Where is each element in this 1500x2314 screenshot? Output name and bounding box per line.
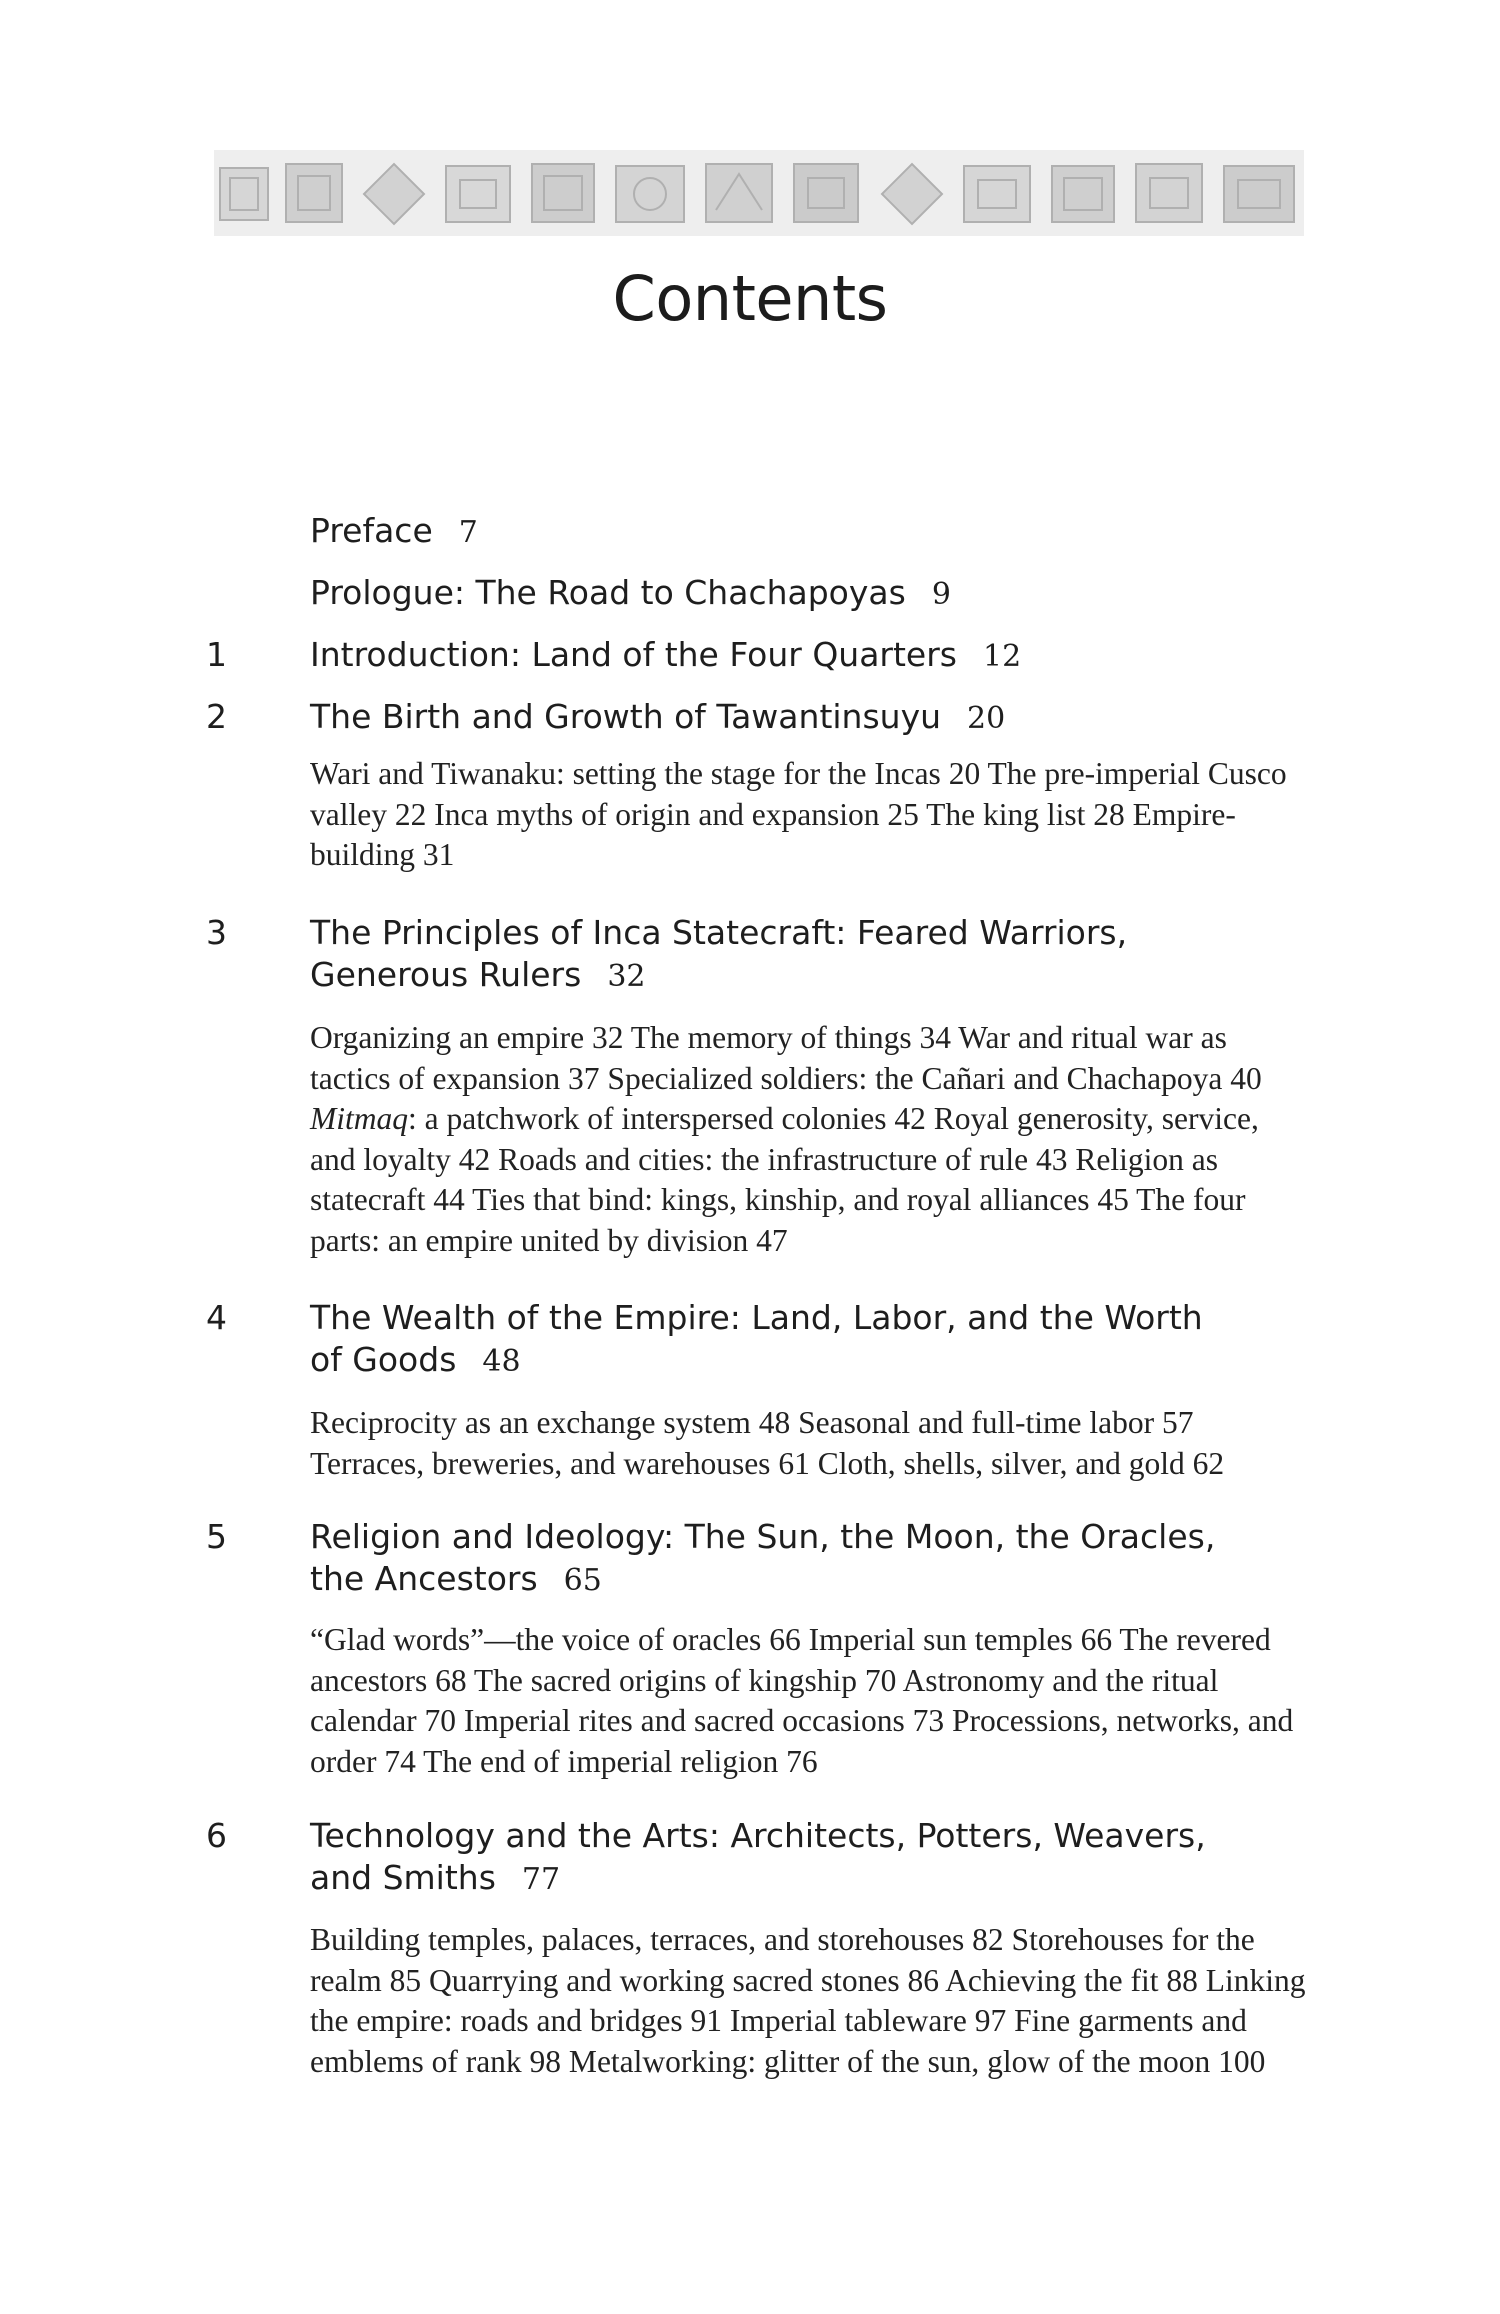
entry-page: 7	[458, 515, 478, 550]
chapter-number: 4	[206, 1298, 227, 1337]
entry-page: 65	[563, 1563, 602, 1598]
toc-entry-chapter-4	[310, 1297, 1310, 1383]
toc-entry-chapter-6	[310, 1815, 1310, 1901]
chapter-5-subtopics: “Glad words”—the voice of oracles 66 Imperial sun temples 66 The revered ancestors 68 The sacred origins of kingship 70 Astronomy and the ritual calendar 70 Imperial rites and sacred occasions 73 Processions, networks, and order 74 The end of imperial religion 76	[310, 1622, 1294, 1779]
subtopics-italic-term: Mitmaq	[310, 1101, 408, 1136]
entry-page: 9	[931, 577, 951, 612]
entry-title: The Birth and Growth of Tawantinsuyu	[310, 697, 942, 736]
toc-entry-chapter-1	[310, 634, 1310, 678]
entry-title: Prologue: The Road to Chachapoyas	[310, 573, 906, 612]
chapter-number: 3	[206, 913, 227, 952]
toc-entry-chapter-2	[310, 696, 1310, 740]
entry-title-line-1: The Principles of Inca Statecraft: Feared Warriors,	[310, 913, 1128, 952]
chapter-number: 5	[206, 1517, 227, 1556]
entry-title: Preface	[310, 511, 433, 550]
toc-entry-chapter-5	[310, 1516, 1310, 1602]
entry-page: 20	[967, 701, 1006, 736]
chapter-2-subtopics: Wari and Tiwanaku: setting the stage for the Incas 20 The pre-imperial Cusco valley 22 Inca myths of origin and expansion 25 The king list 28 Empire-building 31	[310, 756, 1287, 872]
entry-page: 77	[521, 1862, 561, 1897]
page-title: Contents	[612, 262, 888, 335]
entry-page: 32	[607, 959, 646, 994]
toc-entry-chapter-3	[310, 912, 1310, 998]
entry-page: 12	[983, 639, 1022, 674]
entry-title-line-2: the Ancestors	[310, 1559, 538, 1598]
entry-title-line-2: and Smiths	[310, 1858, 496, 1897]
chapter-number: 1	[206, 635, 227, 674]
entry-title-line-1: The Wealth of the Empire: Land, Labor, and the Worth	[310, 1298, 1203, 1337]
subtopics-part: Organizing an empire 32 The memory of things 34 War and ritual war as tactics of expansion 37 Specialized soldiers: the Cañari and Chachapoya 40	[310, 1020, 1262, 1096]
entry-page: 48	[482, 1344, 521, 1379]
chapter-number: 6	[206, 1816, 227, 1855]
entry-title-line-2: of Goods	[310, 1340, 457, 1379]
andean-pattern-icon	[214, 150, 1304, 236]
decorative-header-band	[214, 150, 1304, 236]
entry-title: Introduction: Land of the Four Quarters	[310, 635, 957, 674]
entry-title-line-1: Technology and the Arts: Architects, Potters, Weavers,	[310, 1816, 1206, 1855]
toc-entry-preface	[310, 510, 1310, 554]
toc-entry-prologue	[310, 572, 1310, 616]
chapter-3-subtopics	[310, 1018, 1310, 1261]
chapter-6-subtopics: Building temples, palaces, terraces, and storehouses 82 Storehouses for the realm 85 Quarrying and working sacred stones 86 Achieving the fit 88 Linking the empire: roads and bridges 91 Imperial tableware 97 Fine garments and emblems of rank 98 Metalworking: glitter of the sun, glow of the moon 100	[310, 1922, 1306, 2079]
entry-title-line-1: Religion and Ideology: The Sun, the Moon, the Oracles,	[310, 1517, 1216, 1556]
chapter-number: 2	[206, 697, 227, 736]
subtopics-part: : a patchwork of interspersed colonies 42 Royal generosity, service, and loyalty 42 Roads and cities: the infrastructure of rule 43 Religion as statecraft 44 Ties that bind: kings, kinship, and royal alliances 45 The four parts: an empire united by division 47	[310, 1101, 1259, 1258]
entry-title-line-2: Generous Rulers	[310, 955, 582, 994]
chapter-4-subtopics: Reciprocity as an exchange system 48 Seasonal and full-time labor 57 Terraces, breweries, and warehouses 61 Cloth, shells, silver, and gold 62	[310, 1405, 1225, 1481]
